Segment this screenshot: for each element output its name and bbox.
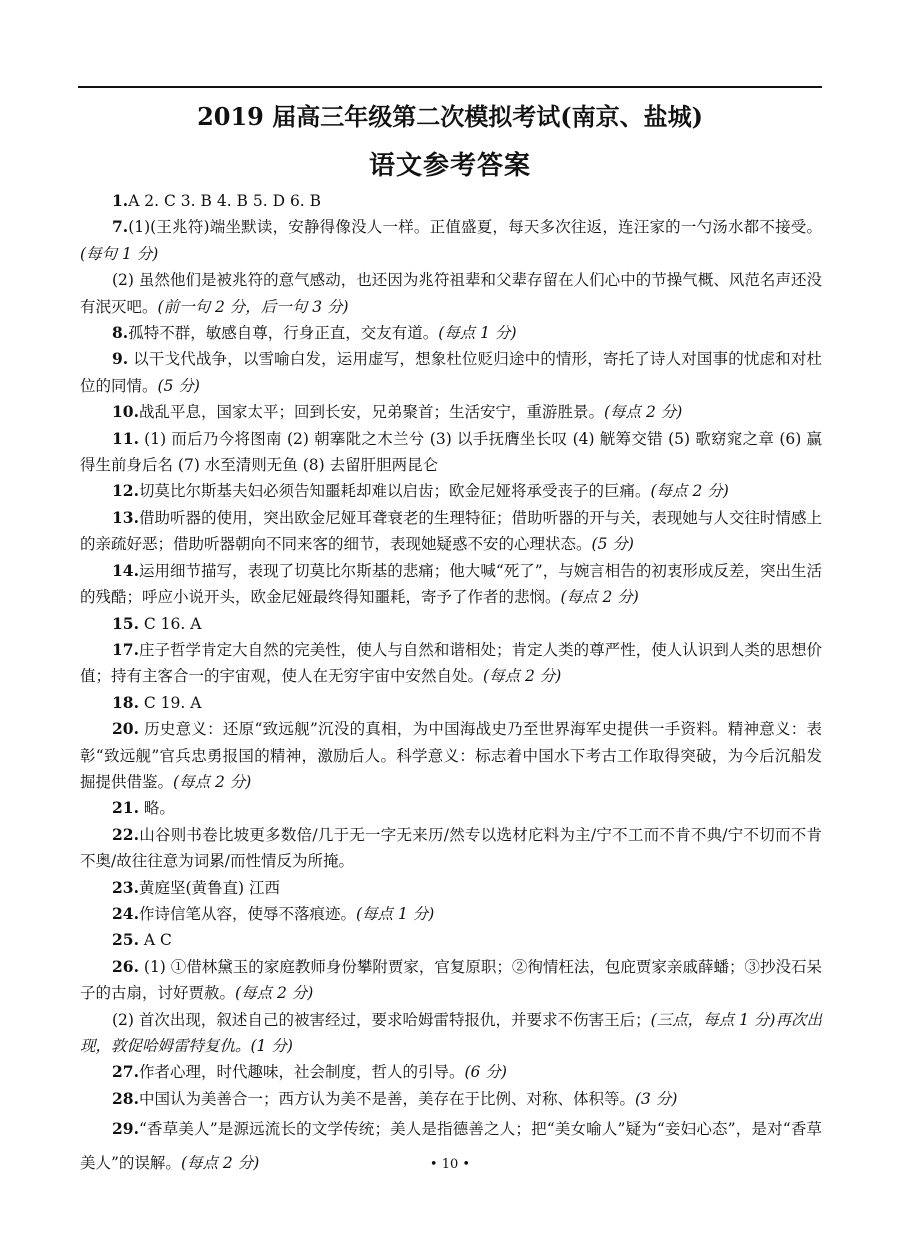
answer-text: 切莫比尔斯基夫妇必须告知噩耗却难以启齿；欧金尼娅将承受丧子的巨痛。 — [138, 482, 651, 501]
answer-text: 战乱平息，国家太平；回到长安，兄弟聚首；生活安宁，重游胜景。 — [138, 403, 604, 422]
answer-item — [80, 822, 822, 875]
page-title: 2019 届高三年级第二次模拟考试(南京、盐城) — [197, 102, 703, 131]
answer-number: 25. — [112, 930, 139, 950]
answer-item — [80, 1007, 822, 1060]
answer-item — [80, 875, 822, 901]
answer-text: “香草美人”是源远流长的文学传统；美人是指德善之人；把“美女喻人”疑为“妾妇心态”，是对“香草美人”的误解。 — [80, 1120, 822, 1173]
answer-number: 18. — [112, 692, 139, 712]
answer-item — [80, 901, 822, 927]
answer-text: 黄庭坚(黄鲁直) 江西 — [138, 878, 280, 897]
answer-score-note: (三点，每点 1 分)再次出现，敦促哈姆雷特复仇。(1 分) — [80, 1010, 822, 1055]
answer-number: 11. — [112, 428, 139, 448]
answer-score-note: (每点 2 分) — [483, 667, 562, 686]
answer-item — [80, 611, 822, 637]
answer-item — [80, 795, 822, 821]
answer-number: 27. — [112, 1062, 139, 1082]
answer-item — [80, 214, 822, 267]
answer-number: 14. — [112, 560, 139, 580]
answer-score-note: (每点 2 分) — [650, 482, 729, 501]
answer-number: 29. — [112, 1119, 139, 1139]
answer-number: 1. — [112, 191, 129, 210]
answer-item — [80, 399, 822, 425]
answer-item — [80, 954, 822, 1007]
answer-score-note: (每点 2 分) — [560, 588, 639, 607]
answer-text: (1)(王兆符)端坐默读，安静得像没人一样。正值盛夏，每天多次往返，连汪家的一勺汤水都不接受。 — [128, 218, 822, 237]
answer-number: 15. — [112, 613, 139, 633]
answer-score-note: (6 分) — [464, 1063, 507, 1082]
answer-text: (1) ①借林黛玉的家庭教师身份攀附贾家，官复原职；②徇情枉法，包庇贾家亲戚薛蟠；③抄没石呆子的古扇，讨好贾赦。 — [80, 957, 822, 1003]
answer-number: 10. — [112, 402, 139, 422]
answer-text: 作诗信笔从容，使辱不落痕迹。 — [138, 904, 356, 923]
answer-score-note: (3 分) — [634, 1089, 678, 1108]
answer-text: 运用细节描写，表现了切莫比尔斯基的悲痛；他大喊“死了”，与婉言相告的初衷形成反差，突出生活的残酷；呼应小说开头，欧金尼娅最终得知噩耗，寄予了作者的悲悯。 — [80, 561, 822, 607]
answer-text: (1) 而后乃今将图南 (2) 朝搴阰之木兰兮 (3) 以手抚膺坐长叹 (4) 觥筹交错 (5) 歌窈窕之章 (6) 赢得生前身后名 (7) 水至清则无鱼 (8) 去留肝胆两昆仑 — [80, 429, 822, 475]
page-subtitle: 语文参考答案 — [368, 151, 531, 181]
answer-number: 22. — [112, 824, 139, 844]
answer-number: 23. — [112, 877, 139, 897]
answer-item — [80, 320, 822, 346]
answer-score-note: (每点 1 分) — [355, 904, 435, 923]
answer-list — [80, 188, 822, 1180]
answer-text: 历史意义：还原“致远舰”沉没的真相，为中国海战史乃至世界海军史提供一手资料。精神意义：表彰“致远舰”官兵忠勇报国的精神，激励后人。科学意义：标志着中国水下考古工作取得突破，为今后沉船发掘提供借鉴。 — [80, 720, 822, 791]
answer-item — [80, 478, 822, 504]
answer-score-note: (每点 2 分) — [180, 1154, 260, 1173]
answer-number: 17. — [112, 639, 139, 659]
answer-number: 26. — [112, 956, 139, 976]
answer-score-note: (每点 1 分) — [438, 324, 517, 343]
header-rule — [78, 86, 822, 88]
answer-text: (2) 虽然他们是被兆符的意气感动，也还因为兆符祖辈和父辈存留在人们心中的节操气概、风范名声还没有泯灭吧。 — [80, 271, 822, 316]
answer-number: 12. — [112, 481, 139, 501]
answer-number: 8. — [112, 323, 129, 343]
answer-score-note: (每句 1 分) — [80, 244, 159, 263]
answer-item — [80, 1059, 822, 1085]
answer-score-note: (每点 2 分) — [173, 772, 252, 791]
answer-text: 作者心理，时代趣味，社会制度，哲人的引导。 — [138, 1063, 465, 1082]
answer-item — [80, 690, 822, 716]
answer-text: A C — [138, 931, 172, 950]
answer-text: C 16. A — [138, 614, 202, 633]
answer-text: A 2. C 3. B 4. B 5. D 6. B — [128, 192, 322, 210]
answer-score-note: (每点 2 分) — [235, 984, 314, 1003]
answer-number: 7. — [112, 217, 129, 237]
answer-number: 20. — [112, 719, 139, 739]
answer-item — [80, 716, 822, 795]
answer-number: 9. — [112, 349, 129, 369]
answer-item — [80, 558, 822, 611]
answer-text: 中国认为美善合一；西方认为美不是善，美存在于比例、对称、体积等。 — [138, 1089, 635, 1108]
page-number: • 10 • — [429, 1157, 471, 1172]
answer-score-note: (5 分) — [591, 535, 634, 554]
answer-item — [80, 267, 822, 320]
answer-score-note: (前一句 2 分，后一句 3 分) — [157, 297, 349, 316]
answer-text: (2) 首次出现，叙述自己的被害经过，要求哈姆雷特报仇，并要求不伤害王后； — [112, 1010, 651, 1029]
answer-number: 24. — [112, 903, 139, 923]
answer-score-note: (每点 2 分) — [603, 403, 683, 422]
answer-number: 13. — [112, 507, 139, 527]
answer-item — [80, 505, 822, 558]
answer-text: 以干戈代战争，以雪喻白发，运用虚写，想象杜位贬归途中的情形，寄托了诗人对国事的忧虑和对杜位的同情。 — [80, 350, 822, 395]
answer-number: 21. — [112, 798, 139, 818]
answer-text: 略。 — [138, 799, 175, 818]
answer-text: C 19. A — [138, 693, 202, 712]
answer-item — [80, 637, 822, 690]
answer-number: 28. — [112, 1088, 139, 1108]
answer-text: 借助听器的使用，突出欧金尼娅耳聋衰老的生理特征；借助听器的开与关，表现她与人交往时情感上的亲疏好恶；借助听器朝向不同来客的细节，表现她疑惑不安的心理状态。 — [80, 508, 822, 554]
answer-item — [80, 426, 822, 479]
answer-text: 孤特不群，敏感自尊，行身正直，交友有道。 — [128, 324, 439, 343]
answer-score-note: (5 分) — [157, 376, 200, 395]
answer-item — [80, 927, 822, 953]
answer-item — [80, 1086, 822, 1112]
answer-text: 庄子哲学肯定大自然的完美性，使人与自然和谐相处；肯定人类的尊严性，使人认识到人类的思想价值；持有主客合一的宇宙观，使人在无穷宇宙中安然自处。 — [80, 640, 822, 686]
answer-item — [80, 346, 822, 399]
answer-item — [80, 188, 822, 214]
answer-text: 山谷则书卷比坡更多数倍/几于无一字无来历/然专以选材庀料为主/宁不工而不肯不典/宁不切而不肯不奥/故往往意为词累/而性情反为所掩。 — [80, 825, 822, 871]
